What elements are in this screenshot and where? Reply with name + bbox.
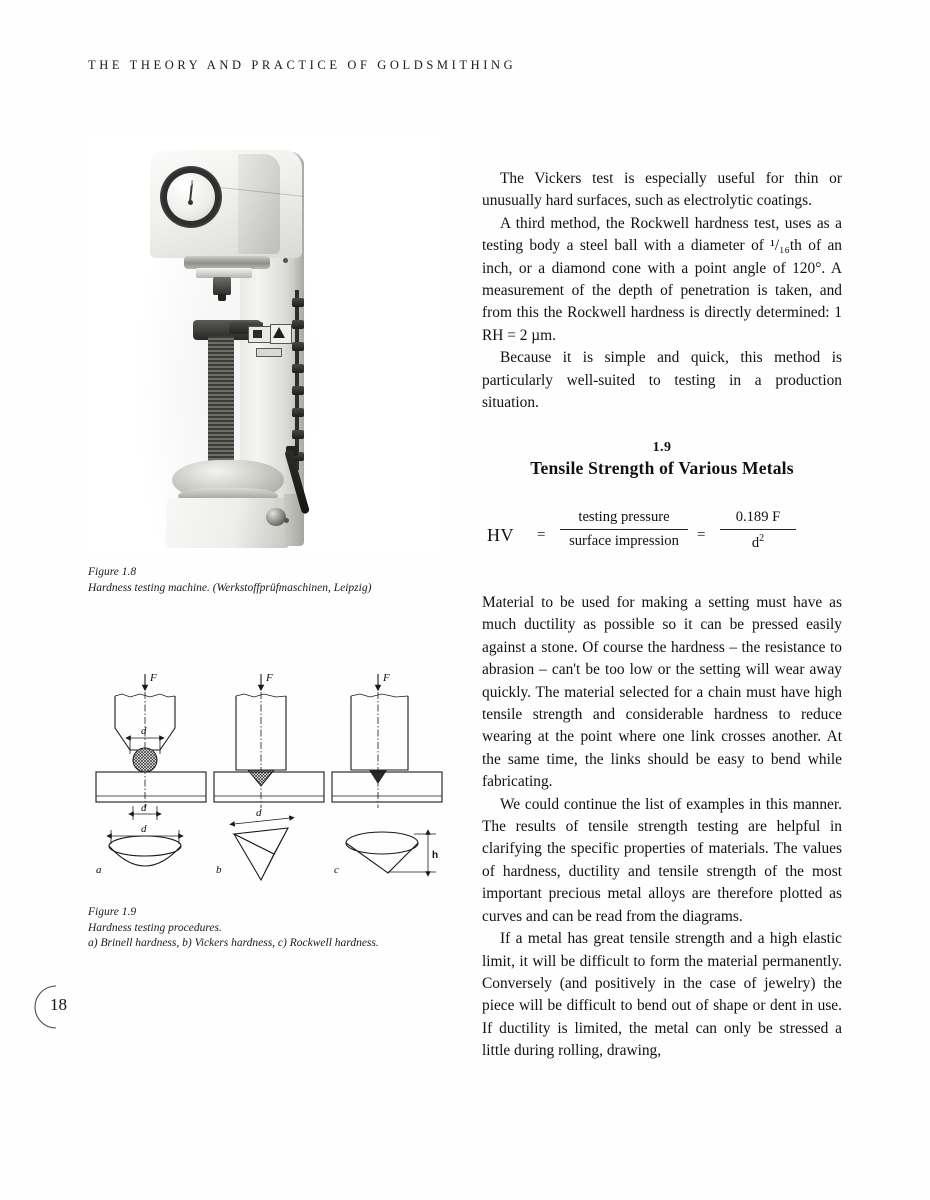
formula-equals-2: =	[697, 527, 706, 543]
threaded-elevating-screw	[208, 336, 234, 468]
paragraph-continue-list: We could continue the list of examples in this manner. The results of tensile strength testing are helpful in clarifying the specific properties of materials. The values of hardness, ductility and tensile strength of the most important precious metal alloys are therefore plotted as curves and can be read from the diagrams.	[482, 795, 842, 925]
svg-text:F: F	[150, 672, 157, 684]
hardness-testing-machine-photograph	[88, 130, 443, 555]
formula-fraction-2	[720, 509, 796, 552]
section-heading	[482, 440, 842, 479]
figure-1-8-caption-line-1: Figure 1.8	[88, 566, 137, 578]
indenter-holder	[213, 277, 231, 295]
housing-port	[283, 258, 288, 263]
selector-knob	[292, 430, 304, 439]
selector-knob	[292, 342, 304, 351]
selector-knob	[292, 386, 304, 395]
panel-c-letter: c	[334, 864, 339, 876]
paragraph-rockwell: A third method, the Rockwell hardness test, uses as a testing body a steel ball with a diameter of ¹/₁₆th of an inch, or a diamond cone with a point angle of 120°. A measurement of the depth of penetration is taken, and from this the Rockwell hardness is directly determined: 1 RH = 2 µm.	[482, 214, 842, 344]
panel-a-letter: a	[96, 864, 102, 876]
figure-1-9-caption-line-3: a) Brinell hardness, b) Vickers hardness, c) Rockwell hardness.	[88, 937, 379, 949]
figure-1-9-caption	[88, 905, 458, 952]
weight-selector-strip	[295, 290, 299, 470]
svg-text:F: F	[383, 672, 390, 684]
left-column	[88, 130, 443, 555]
formula-bar-1	[560, 529, 688, 530]
machine-head-shade	[238, 154, 280, 254]
hv-formula	[482, 505, 842, 567]
panel-a-brinell	[96, 672, 206, 876]
formula-numerator-1: testing pressure	[578, 509, 670, 525]
figure-1-8-caption-line-2: Hardness testing machine. (Werkstoffprüfmaschinen, Leipzig)	[88, 581, 372, 594]
svg-text:d: d	[256, 807, 262, 819]
formula-denominator-2	[720, 531, 796, 552]
formula-denominator-1: surface impression	[569, 533, 679, 549]
right-column-lower	[482, 592, 842, 1063]
indenter-tip	[218, 294, 226, 301]
right-column	[482, 168, 842, 483]
selector-knob	[292, 298, 304, 307]
paragraph-vickers: The Vickers test is especially useful for thin or unusually hard surfaces, such as electrolytic coatings.	[482, 170, 842, 210]
formula-denominator-2-base: d	[751, 534, 760, 551]
formula-numerator-2: 0.189 F	[735, 509, 781, 525]
formula-lhs: HV	[487, 525, 514, 545]
paragraph-material-ductility: Material to be used for making a setting must have as much ductility as possible so it can be pressed easily against a stone. Of course the hardness – the resistance to abrasion – can't be too low or the setting will wear away quickly. The material selected for a chain must have high tensile strength and considerable hardness to reduce wearing at the point where one link crosses another. At the same time, the links should be easy to bend while fabricating.	[482, 594, 842, 791]
paragraph-simple-quick: Because it is simple and quick, this method is particularly well-suited to testing in a production situation.	[482, 349, 842, 412]
svg-text:d: d	[141, 823, 147, 835]
formula-bar-2	[720, 529, 796, 530]
svg-text:d: d	[141, 802, 147, 814]
operating-lever-knob	[266, 508, 286, 526]
section-title: Tensile Strength of Various Metals	[530, 458, 794, 479]
figure-1-9-caption-line-1: Figure 1.9	[88, 906, 137, 918]
panel-c-rockwell	[332, 672, 442, 876]
selector-knob	[292, 364, 304, 373]
figure-1-8-caption	[88, 565, 458, 596]
machine-nameplate	[256, 348, 282, 357]
selector-knob	[292, 320, 304, 329]
machine-plate-icon	[248, 326, 272, 343]
panel-b-letter: b	[216, 864, 222, 876]
page-number-badge	[24, 982, 86, 1032]
running-head: THE THEORY AND PRACTICE OF GOLDSMITHING	[88, 58, 517, 72]
page-number: 18	[50, 995, 67, 1014]
figure-1-9-caption-line-2: Hardness testing procedures.	[88, 921, 222, 934]
section-number: 1.9	[652, 440, 672, 456]
selector-knob	[292, 408, 304, 417]
formula-fraction-1	[560, 509, 688, 550]
formula-equals-1: =	[537, 527, 546, 543]
panel-b-vickers	[214, 672, 324, 880]
svg-text:F: F	[266, 672, 273, 684]
paragraph-elastic-limit: If a metal has great tensile strength and a high elastic limit, it will be difficult to form the material permanently. Conversely (and positively in the case of jewelry) the piece will be difficult to bend out of shape or dent in use. If ductility is limited, the metal can only be stressed a little during rolling, drawing,	[482, 930, 842, 1060]
warning-triangle-icon	[273, 327, 285, 338]
base-port	[284, 518, 289, 523]
figure-1-9-diagram	[88, 668, 448, 900]
svg-text:d: d	[141, 725, 147, 737]
formula-denominator-2-exponent: 2	[759, 533, 765, 544]
svg-text:h: h	[432, 850, 439, 861]
dial-gauge-hub	[188, 200, 193, 205]
figure-1-8-photo	[88, 130, 443, 555]
